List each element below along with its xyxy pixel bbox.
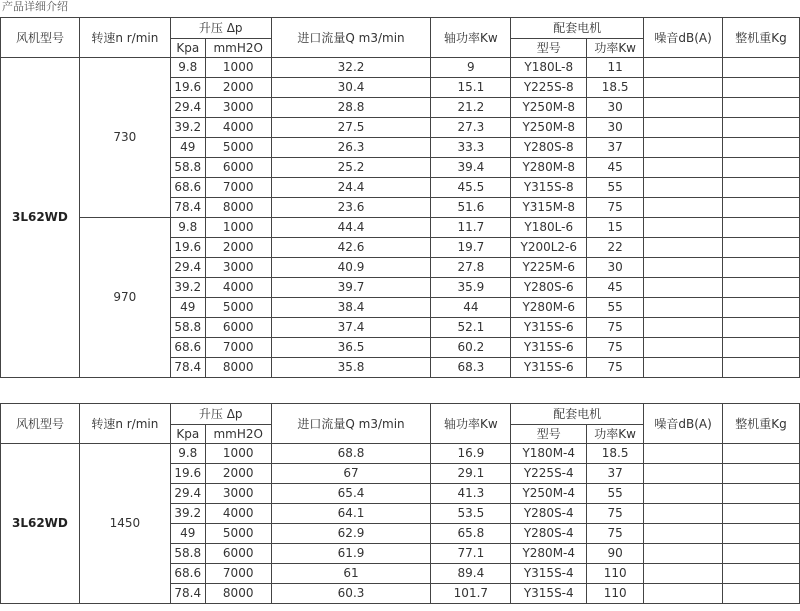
header-kpa: Kpa xyxy=(170,425,205,444)
motor-power-cell: 45 xyxy=(587,278,644,298)
flow-cell: 32.2 xyxy=(271,58,431,78)
noise-cell xyxy=(644,584,723,604)
noise-cell xyxy=(644,444,723,464)
motor-type-cell: Y315S-8 xyxy=(511,178,587,198)
speed-cell: 970 xyxy=(79,218,170,378)
header-mmh2o: mmH2O xyxy=(205,39,271,58)
motor-type-cell: Y315S-6 xyxy=(511,358,587,378)
shaft-power-cell: 33.3 xyxy=(431,138,511,158)
header-shaft-power: 轴功率Kw xyxy=(431,18,511,58)
motor-power-cell: 110 xyxy=(587,584,644,604)
noise-cell xyxy=(644,258,723,278)
mmh2o-cell: 1000 xyxy=(205,444,271,464)
fan-model-cell: 3L62WD xyxy=(1,58,80,378)
weight-cell xyxy=(723,178,800,198)
noise-cell xyxy=(644,504,723,524)
shaft-power-cell: 68.3 xyxy=(431,358,511,378)
motor-type-cell: Y315S-6 xyxy=(511,338,587,358)
shaft-power-cell: 101.7 xyxy=(431,584,511,604)
flow-cell: 40.9 xyxy=(271,258,431,278)
mmh2o-cell: 8000 xyxy=(205,584,271,604)
mmh2o-cell: 3000 xyxy=(205,258,271,278)
mmh2o-cell: 5000 xyxy=(205,138,271,158)
flow-cell: 61 xyxy=(271,564,431,584)
flow-cell: 23.6 xyxy=(271,198,431,218)
flow-cell: 25.2 xyxy=(271,158,431,178)
motor-type-cell: Y315S-6 xyxy=(511,318,587,338)
motor-type-cell: Y250M-8 xyxy=(511,118,587,138)
kpa-cell: 68.6 xyxy=(170,338,205,358)
kpa-cell: 29.4 xyxy=(170,98,205,118)
mmh2o-cell: 8000 xyxy=(205,358,271,378)
kpa-cell: 39.2 xyxy=(170,504,205,524)
motor-type-cell: Y250M-4 xyxy=(511,484,587,504)
kpa-cell: 58.8 xyxy=(170,544,205,564)
mmh2o-cell: 6000 xyxy=(205,158,271,178)
header-model: 风机型号 xyxy=(1,18,80,58)
kpa-cell: 49 xyxy=(170,524,205,544)
noise-cell xyxy=(644,358,723,378)
shaft-power-cell: 11.7 xyxy=(431,218,511,238)
motor-type-cell: Y280S-8 xyxy=(511,138,587,158)
noise-cell xyxy=(644,238,723,258)
mmh2o-cell: 3000 xyxy=(205,484,271,504)
motor-power-cell: 30 xyxy=(587,258,644,278)
motor-power-cell: 75 xyxy=(587,318,644,338)
shaft-power-cell: 52.1 xyxy=(431,318,511,338)
motor-power-cell: 15 xyxy=(587,218,644,238)
header-model: 风机型号 xyxy=(1,404,80,444)
flow-cell: 28.8 xyxy=(271,98,431,118)
motor-power-cell: 75 xyxy=(587,504,644,524)
flow-cell: 62.9 xyxy=(271,524,431,544)
kpa-cell: 68.6 xyxy=(170,564,205,584)
flow-cell: 67 xyxy=(271,464,431,484)
header-motor-power: 功率Kw xyxy=(587,39,644,58)
shaft-power-cell: 51.6 xyxy=(431,198,511,218)
motor-power-cell: 11 xyxy=(587,58,644,78)
header-shaft-power: 轴功率Kw xyxy=(431,404,511,444)
motor-power-cell: 90 xyxy=(587,544,644,564)
shaft-power-cell: 65.8 xyxy=(431,524,511,544)
header-motor-power: 功率Kw xyxy=(587,425,644,444)
noise-cell xyxy=(644,484,723,504)
flow-cell: 30.4 xyxy=(271,78,431,98)
mmh2o-cell: 4000 xyxy=(205,504,271,524)
flow-cell: 61.9 xyxy=(271,544,431,564)
weight-cell xyxy=(723,298,800,318)
noise-cell xyxy=(644,544,723,564)
header-pressure: 升压 Δp xyxy=(170,18,271,39)
motor-power-cell: 55 xyxy=(587,484,644,504)
shaft-power-cell: 89.4 xyxy=(431,564,511,584)
flow-cell: 38.4 xyxy=(271,298,431,318)
shaft-power-cell: 45.5 xyxy=(431,178,511,198)
mmh2o-cell: 2000 xyxy=(205,238,271,258)
motor-type-cell: Y225S-8 xyxy=(511,78,587,98)
motor-type-cell: Y280S-6 xyxy=(511,278,587,298)
shaft-power-cell: 27.8 xyxy=(431,258,511,278)
weight-cell xyxy=(723,78,800,98)
shaft-power-cell: 16.9 xyxy=(431,444,511,464)
shaft-power-cell: 53.5 xyxy=(431,504,511,524)
weight-cell xyxy=(723,444,800,464)
flow-cell: 44.4 xyxy=(271,218,431,238)
weight-cell xyxy=(723,464,800,484)
motor-power-cell: 75 xyxy=(587,338,644,358)
kpa-cell: 39.2 xyxy=(170,278,205,298)
mmh2o-cell: 1000 xyxy=(205,218,271,238)
mmh2o-cell: 8000 xyxy=(205,198,271,218)
header-motor: 配套电机 xyxy=(511,18,644,39)
flow-cell: 24.4 xyxy=(271,178,431,198)
noise-cell xyxy=(644,178,723,198)
noise-cell xyxy=(644,278,723,298)
motor-power-cell: 18.5 xyxy=(587,444,644,464)
shaft-power-cell: 77.1 xyxy=(431,544,511,564)
noise-cell xyxy=(644,564,723,584)
header-motor-type: 型号 xyxy=(511,425,587,444)
weight-cell xyxy=(723,318,800,338)
mmh2o-cell: 2000 xyxy=(205,78,271,98)
motor-type-cell: Y280S-4 xyxy=(511,524,587,544)
motor-type-cell: Y315S-4 xyxy=(511,584,587,604)
kpa-cell: 78.4 xyxy=(170,584,205,604)
weight-cell xyxy=(723,238,800,258)
shaft-power-cell: 35.9 xyxy=(431,278,511,298)
motor-power-cell: 37 xyxy=(587,464,644,484)
mmh2o-cell: 7000 xyxy=(205,564,271,584)
motor-type-cell: Y225M-6 xyxy=(511,258,587,278)
noise-cell xyxy=(644,464,723,484)
mmh2o-cell: 7000 xyxy=(205,178,271,198)
header-weight: 整机重Kg xyxy=(723,404,800,444)
header-noise: 噪音dB(A) xyxy=(644,404,723,444)
flow-cell: 42.6 xyxy=(271,238,431,258)
motor-power-cell: 55 xyxy=(587,178,644,198)
shaft-power-cell: 9 xyxy=(431,58,511,78)
table-row xyxy=(1,444,800,464)
header-row xyxy=(1,404,800,425)
motor-type-cell: Y280M-8 xyxy=(511,158,587,178)
header-motor: 配套电机 xyxy=(511,404,644,425)
flow-cell: 68.8 xyxy=(271,444,431,464)
motor-type-cell: Y315S-4 xyxy=(511,564,587,584)
weight-cell xyxy=(723,138,800,158)
header-motor-type: 型号 xyxy=(511,39,587,58)
kpa-cell: 29.4 xyxy=(170,484,205,504)
header-speed: 转速n r/min xyxy=(79,18,170,58)
weight-cell xyxy=(723,484,800,504)
motor-type-cell: Y200L2-6 xyxy=(511,238,587,258)
shaft-power-cell: 21.2 xyxy=(431,98,511,118)
mmh2o-cell: 3000 xyxy=(205,98,271,118)
kpa-cell: 78.4 xyxy=(170,358,205,378)
mmh2o-cell: 2000 xyxy=(205,464,271,484)
noise-cell xyxy=(644,318,723,338)
kpa-cell: 49 xyxy=(170,138,205,158)
motor-power-cell: 110 xyxy=(587,564,644,584)
weight-cell xyxy=(723,158,800,178)
noise-cell xyxy=(644,298,723,318)
flow-cell: 64.1 xyxy=(271,504,431,524)
noise-cell xyxy=(644,524,723,544)
noise-cell xyxy=(644,198,723,218)
motor-power-cell: 75 xyxy=(587,524,644,544)
motor-type-cell: Y180M-4 xyxy=(511,444,587,464)
speed-cell: 730 xyxy=(79,58,170,218)
flow-cell: 36.5 xyxy=(271,338,431,358)
noise-cell xyxy=(644,218,723,238)
mmh2o-cell: 7000 xyxy=(205,338,271,358)
motor-power-cell: 55 xyxy=(587,298,644,318)
mmh2o-cell: 4000 xyxy=(205,118,271,138)
mmh2o-cell: 4000 xyxy=(205,278,271,298)
shaft-power-cell: 60.2 xyxy=(431,338,511,358)
motor-power-cell: 18.5 xyxy=(587,78,644,98)
mmh2o-cell: 5000 xyxy=(205,298,271,318)
shaft-power-cell: 19.7 xyxy=(431,238,511,258)
weight-cell xyxy=(723,544,800,564)
noise-cell xyxy=(644,98,723,118)
weight-cell xyxy=(723,358,800,378)
header-speed: 转速n r/min xyxy=(79,404,170,444)
speed-cell: 1450 xyxy=(79,444,170,604)
kpa-cell: 19.6 xyxy=(170,464,205,484)
table-row xyxy=(1,58,800,78)
shaft-power-cell: 39.4 xyxy=(431,158,511,178)
noise-cell xyxy=(644,158,723,178)
motor-type-cell: Y280S-4 xyxy=(511,504,587,524)
flow-cell: 27.5 xyxy=(271,118,431,138)
header-flow: 进口流量Q m3/min xyxy=(271,404,431,444)
fan-spec-table-1 xyxy=(0,17,800,378)
shaft-power-cell: 41.3 xyxy=(431,484,511,504)
shaft-power-cell: 27.3 xyxy=(431,118,511,138)
kpa-cell: 19.6 xyxy=(170,78,205,98)
weight-cell xyxy=(723,278,800,298)
motor-power-cell: 45 xyxy=(587,158,644,178)
weight-cell xyxy=(723,524,800,544)
weight-cell xyxy=(723,338,800,358)
mmh2o-cell: 6000 xyxy=(205,544,271,564)
mmh2o-cell: 1000 xyxy=(205,58,271,78)
header-weight: 整机重Kg xyxy=(723,18,800,58)
header-row xyxy=(1,18,800,39)
weight-cell xyxy=(723,58,800,78)
kpa-cell: 58.8 xyxy=(170,158,205,178)
weight-cell xyxy=(723,564,800,584)
table-row xyxy=(1,218,800,238)
kpa-cell: 9.8 xyxy=(170,218,205,238)
flow-cell: 39.7 xyxy=(271,278,431,298)
flow-cell: 37.4 xyxy=(271,318,431,338)
noise-cell xyxy=(644,78,723,98)
mmh2o-cell: 6000 xyxy=(205,318,271,338)
kpa-cell: 19.6 xyxy=(170,238,205,258)
flow-cell: 65.4 xyxy=(271,484,431,504)
motor-power-cell: 30 xyxy=(587,98,644,118)
motor-type-cell: Y280M-4 xyxy=(511,544,587,564)
flow-cell: 60.3 xyxy=(271,584,431,604)
weight-cell xyxy=(723,584,800,604)
motor-type-cell: Y315M-8 xyxy=(511,198,587,218)
shaft-power-cell: 15.1 xyxy=(431,78,511,98)
noise-cell xyxy=(644,138,723,158)
weight-cell xyxy=(723,98,800,118)
motor-power-cell: 75 xyxy=(587,358,644,378)
weight-cell xyxy=(723,118,800,138)
motor-type-cell: Y280M-6 xyxy=(511,298,587,318)
motor-type-cell: Y225S-4 xyxy=(511,464,587,484)
header-flow: 进口流量Q m3/min xyxy=(271,18,431,58)
motor-power-cell: 75 xyxy=(587,198,644,218)
weight-cell xyxy=(723,198,800,218)
kpa-cell: 9.8 xyxy=(170,444,205,464)
shaft-power-cell: 44 xyxy=(431,298,511,318)
motor-power-cell: 30 xyxy=(587,118,644,138)
kpa-cell: 39.2 xyxy=(170,118,205,138)
weight-cell xyxy=(723,218,800,238)
kpa-cell: 58.8 xyxy=(170,318,205,338)
kpa-cell: 9.8 xyxy=(170,58,205,78)
header-pressure: 升压 Δp xyxy=(170,404,271,425)
flow-cell: 26.3 xyxy=(271,138,431,158)
motor-type-cell: Y250M-8 xyxy=(511,98,587,118)
weight-cell xyxy=(723,504,800,524)
noise-cell xyxy=(644,118,723,138)
fan-spec-table-2 xyxy=(0,403,800,604)
fan-model-cell: 3L62WD xyxy=(1,444,80,604)
kpa-cell: 78.4 xyxy=(170,198,205,218)
shaft-power-cell: 29.1 xyxy=(431,464,511,484)
motor-type-cell: Y180L-8 xyxy=(511,58,587,78)
kpa-cell: 68.6 xyxy=(170,178,205,198)
noise-cell xyxy=(644,338,723,358)
header-mmh2o: mmH2O xyxy=(205,425,271,444)
noise-cell xyxy=(644,58,723,78)
kpa-cell: 29.4 xyxy=(170,258,205,278)
motor-power-cell: 22 xyxy=(587,238,644,258)
header-kpa: Kpa xyxy=(170,39,205,58)
flow-cell: 35.8 xyxy=(271,358,431,378)
page-caption: 产品详细介绍 xyxy=(2,0,68,13)
weight-cell xyxy=(723,258,800,278)
motor-power-cell: 37 xyxy=(587,138,644,158)
motor-type-cell: Y180L-6 xyxy=(511,218,587,238)
mmh2o-cell: 5000 xyxy=(205,524,271,544)
header-noise: 噪音dB(A) xyxy=(644,18,723,58)
kpa-cell: 49 xyxy=(170,298,205,318)
